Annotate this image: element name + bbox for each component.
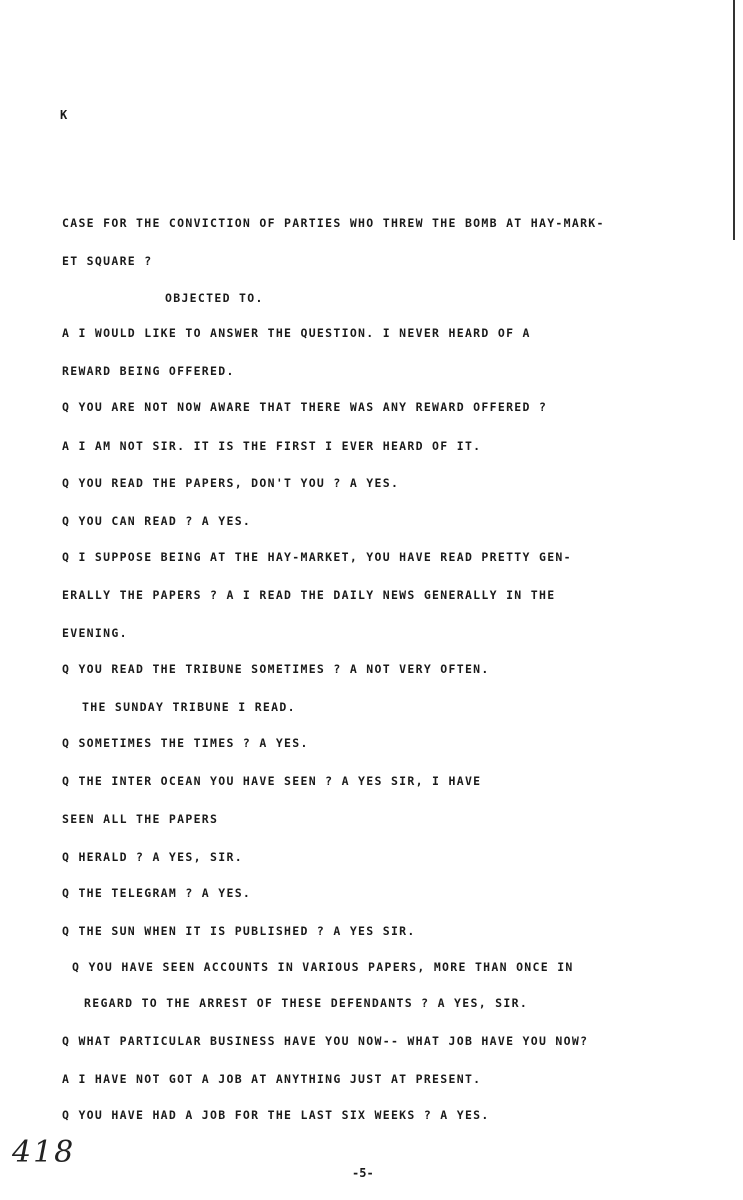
transcript-line: THE SUNDAY TRIBUNE I READ. <box>82 700 296 714</box>
transcript-line: ERALLY THE PAPERS ? A I READ THE DAILY NEWS GENERALLY IN THE <box>62 588 556 602</box>
transcript-line: A I HAVE NOT GOT A JOB AT ANYTHING JUST AT PRESENT. <box>62 1072 482 1086</box>
transcript-line: Q THE SUN WHEN IT IS PUBLISHED ? A YES SIR. <box>62 924 416 938</box>
transcript-line: OBJECTED TO. <box>165 291 264 305</box>
transcript-line: A I AM NOT SIR. IT IS THE FIRST I EVER HEARD OF IT. <box>62 439 482 453</box>
transcript-line: Q THE INTER OCEAN YOU HAVE SEEN ? A YES SIR, I HAVE <box>62 774 482 788</box>
transcript-line: Q YOU HAVE SEEN ACCOUNTS IN VARIOUS PAPERS, MORE THAN ONCE IN <box>72 960 574 974</box>
transcript-line: ET SQUARE ? <box>62 254 153 268</box>
transcript-line: Q YOU CAN READ ? A YES. <box>62 514 252 528</box>
handwritten-page-number: 418 <box>12 1135 76 1170</box>
transcript-line: Q HERALD ? A YES, SIR. <box>62 850 243 864</box>
transcript-line: Q SOMETIMES THE TIMES ? A YES. <box>62 736 309 750</box>
transcript-line: CASE FOR THE CONVICTION OF PARTIES WHO THREW THE BOMB AT HAY-MARK- <box>62 216 605 230</box>
transcript-line: Q YOU ARE NOT NOW AWARE THAT THERE WAS ANY REWARD OFFERED ? <box>62 400 548 414</box>
transcript-line: A I WOULD LIKE TO ANSWER THE QUESTION. I NEVER HEARD OF A <box>62 326 531 340</box>
transcript-line: Q THE TELEGRAM ? A YES. <box>62 886 252 900</box>
page-edge-line <box>733 0 735 240</box>
transcript-line: Q I SUPPOSE BEING AT THE HAY-MARKET, YOU HAVE READ PRETTY GEN- <box>62 550 572 564</box>
transcript-line: REWARD BEING OFFERED. <box>62 364 235 378</box>
transcript-line: EVENING. <box>62 626 128 640</box>
transcript-line: REGARD TO THE ARREST OF THESE DEFENDANTS ? A YES, SIR. <box>84 996 529 1010</box>
transcript-line: Q YOU HAVE HAD A JOB FOR THE LAST SIX WEEKS ? A YES. <box>62 1108 490 1122</box>
transcript-line: Q YOU READ THE TRIBUNE SOMETIMES ? A NOT VERY OFTEN. <box>62 662 490 676</box>
transcript-line: Q YOU READ THE PAPERS, DON'T YOU ? A YES. <box>62 476 400 490</box>
page-number: -5- <box>352 1166 374 1180</box>
transcript-line: SEEN ALL THE PAPERS <box>62 812 219 826</box>
transcript-line: Q WHAT PARTICULAR BUSINESS HAVE YOU NOW-- WHAT JOB HAVE YOU NOW? <box>62 1034 589 1048</box>
margin-mark: K <box>60 108 68 122</box>
